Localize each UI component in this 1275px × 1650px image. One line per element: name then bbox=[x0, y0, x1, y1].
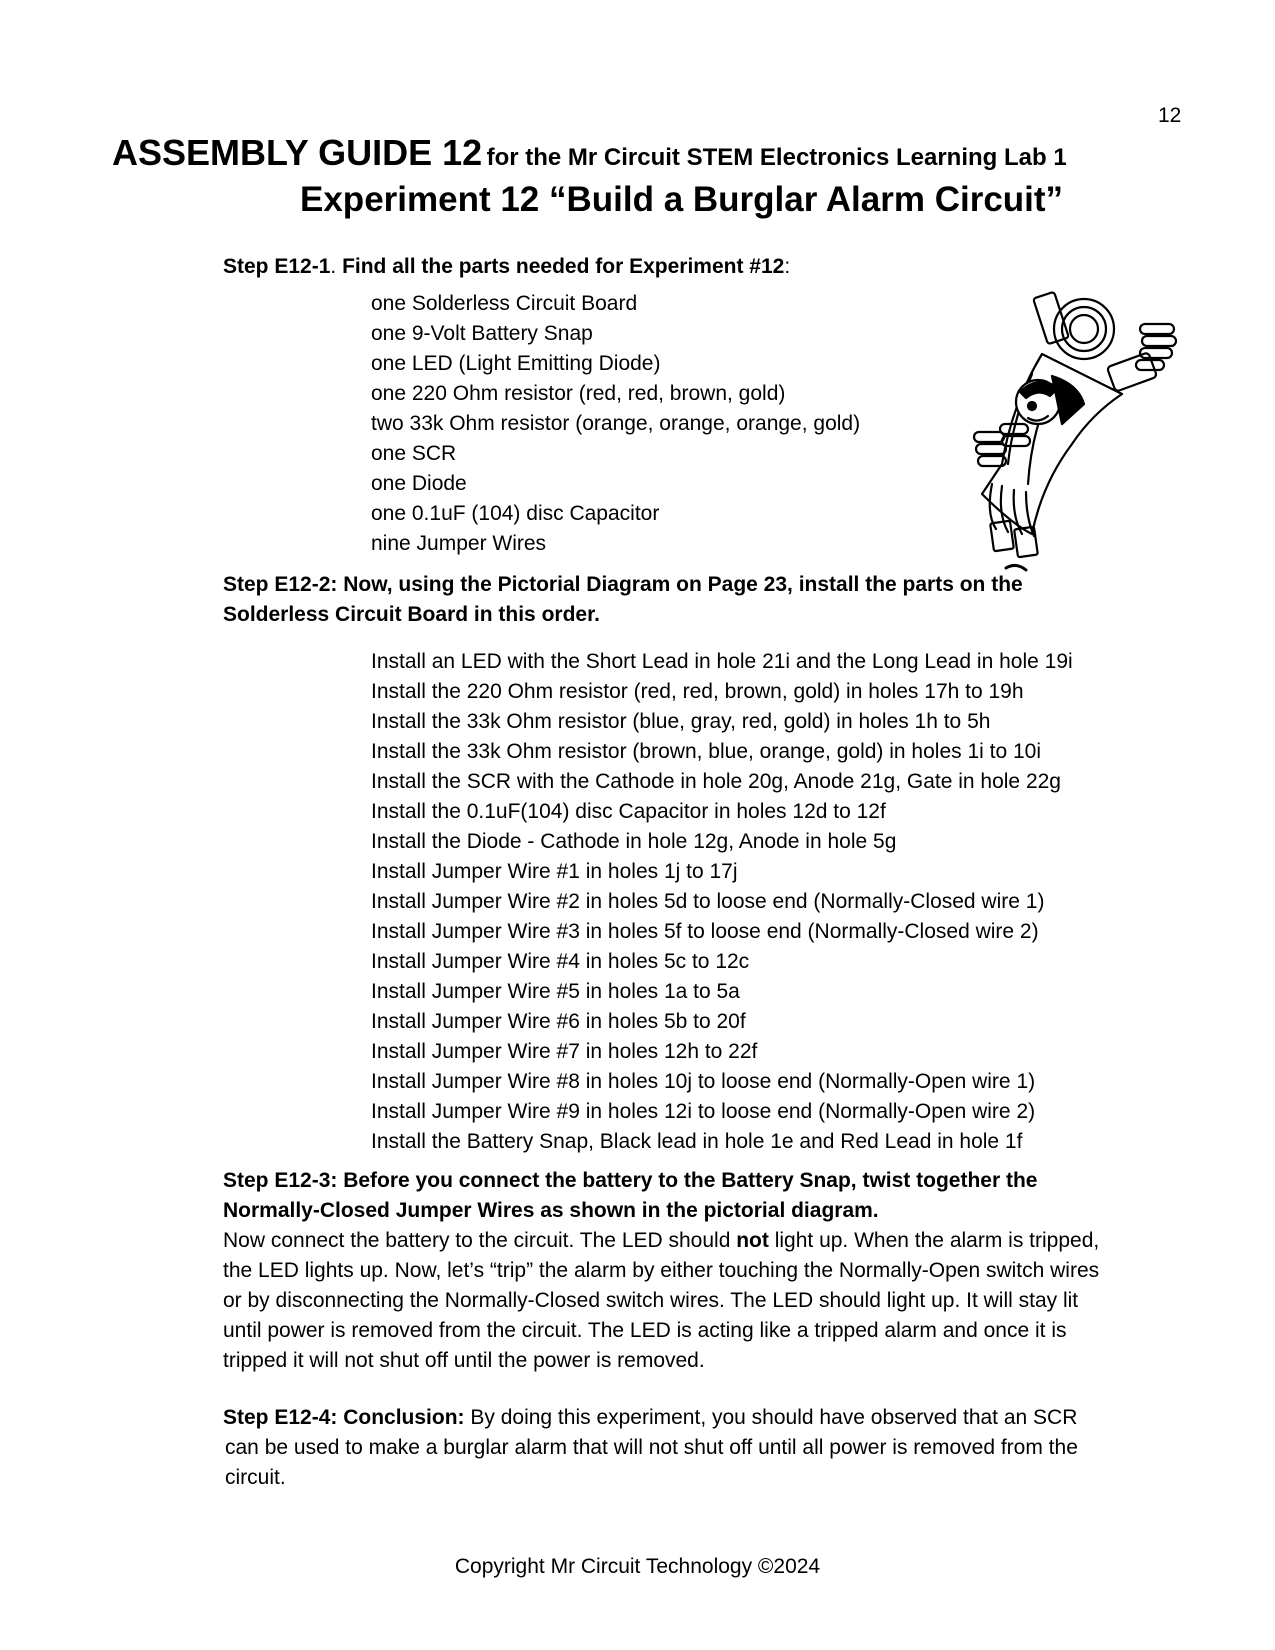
list-item: Install Jumper Wire #9 in holes 12i to loose end (Normally-Open wire 2) bbox=[371, 1100, 1036, 1123]
step-1-heading: Step E12-1. Find all the parts needed for Experiment #12: bbox=[223, 255, 791, 278]
guide-title-main: ASSEMBLY GUIDE 12 bbox=[112, 132, 483, 173]
list-item: Install Jumper Wire #5 in holes 1a to 5a bbox=[371, 980, 740, 1003]
guide-title-subtitle: for the Mr Circuit STEM Electronics Learning Lab 1 bbox=[486, 144, 1067, 171]
parts-list bbox=[371, 289, 860, 559]
list-item: Install Jumper Wire #1 in holes 1j to 17j bbox=[371, 860, 738, 883]
list-item: Install the Battery Snap, Black lead in hole 1e and Red Lead in hole 1f bbox=[371, 1130, 1023, 1153]
list-item: Install Jumper Wire #7 in holes 12h to 22f bbox=[371, 1040, 758, 1063]
list-item: one Solderless Circuit Board bbox=[371, 292, 638, 315]
list-item: Install the 33k Ohm resistor (blue, gray, red, gold) in holes 1h to 5h bbox=[371, 710, 991, 733]
guide-title bbox=[112, 132, 1067, 174]
list-item: Install Jumper Wire #2 in holes 5d to loose end (Normally-Closed wire 1) bbox=[371, 890, 1045, 913]
list-item: Install Jumper Wire #3 in holes 5f to loose end (Normally-Closed wire 2) bbox=[371, 920, 1039, 943]
list-item: Install the Diode - Cathode in hole 12g, Anode in hole 5g bbox=[371, 830, 897, 853]
page-number: 12 bbox=[1158, 104, 1182, 127]
list-item: Install the 0.1uF(104) disc Capacitor in holes 12d to 12f bbox=[371, 800, 886, 823]
mr-circuit-mascot-drawing bbox=[972, 284, 1212, 596]
list-item: Install the SCR with the Cathode in hole 20g, Anode 21g, Gate in hole 22g bbox=[371, 770, 1061, 793]
list-item: one SCR bbox=[371, 442, 457, 465]
step-3-paragraph: Now connect the battery to the circuit. The LED should not light up. When the alarm is tripped, the LED lights up. Now, let’s “trip” the alarm by either touching the Normally-Open switch wires or by disconnecting the Normally-Closed switch wires. The LED should light up. It will stay lit until power is removed from the circuit. The LED is acting like a tripped alarm and once it is tripped it will not shut off until the power is removed. bbox=[223, 1229, 1100, 1372]
list-item: Install an LED with the Short Lead in hole 21i and the Long Lead in hole 19i bbox=[371, 650, 1073, 673]
copyright-footer: Copyright Mr Circuit Technology ©2024 bbox=[454, 1555, 821, 1578]
list-item: one 220 Ohm resistor (red, red, brown, gold) bbox=[371, 382, 786, 405]
list-item: one 0.1uF (104) disc Capacitor bbox=[371, 502, 660, 525]
list-item: two 33k Ohm resistor (orange, orange, orange, gold) bbox=[371, 412, 861, 435]
step-4-conclusion: Step E12-4: Conclusion: By doing this experiment, you should have observed that an SCR can be used to make a burglar alarm that will not shut off until all power is removed from the circuit. bbox=[223, 1406, 1078, 1489]
step-2-heading: Step E12-2: Now, using the Pictorial Diagram on Page 23, install the parts on the Solderless Circuit Board in this order. bbox=[223, 573, 1023, 626]
list-item: Install the 220 Ohm resistor (red, red, brown, gold) in holes 17h to 19h bbox=[371, 680, 1024, 703]
list-item: Install Jumper Wire #8 in holes 10j to loose end (Normally-Open wire 1) bbox=[371, 1070, 1036, 1093]
experiment-title: Experiment 12 “Build a Burglar Alarm Circuit” bbox=[300, 180, 1064, 219]
list-item: one LED (Light Emitting Diode) bbox=[371, 352, 661, 375]
list-item: nine Jumper Wires bbox=[371, 532, 547, 555]
list-item: one Diode bbox=[371, 472, 467, 495]
list-item: Install the 33k Ohm resistor (brown, blue, orange, gold) in holes 1i to 10i bbox=[371, 740, 1042, 763]
list-item: one 9-Volt Battery Snap bbox=[371, 322, 593, 345]
step-4-label: Step E12-4: Conclusion: bbox=[223, 1406, 465, 1429]
step-3-heading: Step E12-3: Before you connect the battery to the Battery Snap, twist together the Normally-Closed Jumper Wires as shown in the pictorial diagram. bbox=[223, 1169, 1038, 1222]
list-item: Install Jumper Wire #4 in holes 5c to 12c bbox=[371, 950, 750, 973]
list-item: Install Jumper Wire #6 in holes 5b to 20f bbox=[371, 1010, 746, 1033]
install-instructions-list bbox=[371, 647, 1073, 1157]
step-1-label: Step E12-1 bbox=[223, 255, 331, 278]
